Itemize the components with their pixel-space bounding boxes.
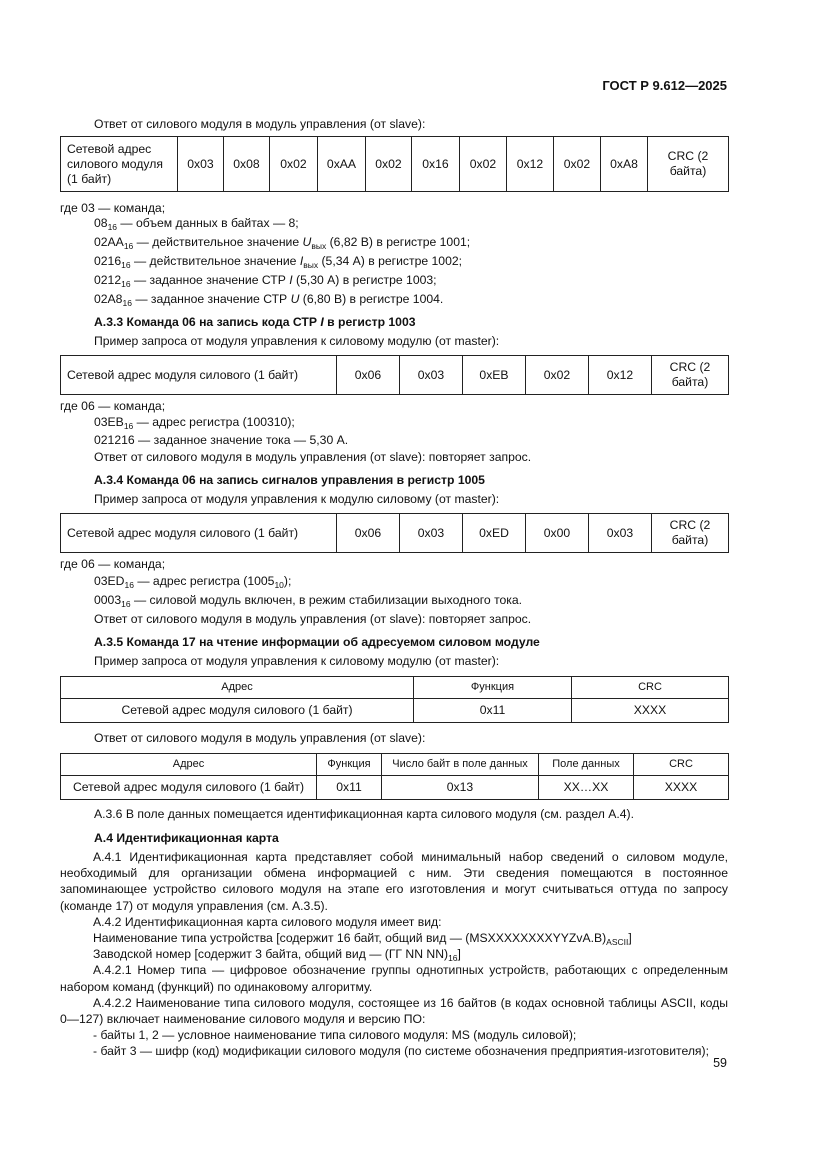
column-header: CRC xyxy=(634,754,729,776)
document-id: ГОСТ Р 9.612—2025 xyxy=(602,78,727,93)
section-heading: А.3.3 Команда 06 на запись кода СТР I в регистр 1003 xyxy=(94,315,416,329)
table-cell: 0x03 xyxy=(589,514,652,553)
page-number: 59 xyxy=(713,1056,727,1070)
table-cell: XX…XX xyxy=(539,776,634,800)
table-cell: 0x02 xyxy=(554,137,601,192)
table-cell: Сетевой адрес модуля силового (1 байт) xyxy=(61,356,337,395)
paragraph: А.4.1 Идентификационная карта представляет собой минимальный набор сведений о силовом модуле, необходимый для организации обмена информацией с ним. Эти сведения помещаются в постоянное запоминающее устройство силового модуля на этапе его изготовления и могут считываться оттуда по запросу (команде 17) от модуля управления (см. А.3.5). xyxy=(60,850,728,913)
note-line: $02AA_{16}$ — действительное значение $U_{вых}$ (6,82 В) в регистре 1001; xyxy=(94,235,471,251)
note-line: Ответ от силового модуля в модуль управления (от slave): повторяет запрос. xyxy=(94,612,532,626)
resp1-caption: Ответ от силового модуля в модуль управления (от slave): xyxy=(94,117,426,131)
table-row xyxy=(61,137,729,192)
note-line: $02A8_{16}$ — заданное значение СТР U (6,80 В) в регистре 1004. xyxy=(94,292,444,308)
table-cell: 0xA8 xyxy=(601,137,648,192)
caption: Пример запроса от модуля управления к силовому модулю (от master): xyxy=(94,654,500,668)
resp1-where: где 03 — команда; xyxy=(60,201,166,215)
note-line: $03ED_{16}$ — адрес регистра $(1005_{10})$; xyxy=(94,574,292,590)
paragraph: А.3.6 В поле данных помещается идентификационная карта силового модуля (см. раздел А.4). xyxy=(94,807,634,821)
note-line: $08_{16}$ — объем данных в байтах — 8; xyxy=(94,216,299,232)
where-line: где 06 — команда; xyxy=(60,557,166,571)
table-header-row xyxy=(61,754,729,776)
table-cell: 0x11 xyxy=(414,699,572,723)
table-cell: CRC (2 байта) xyxy=(648,137,729,192)
column-header: Адрес xyxy=(61,754,317,776)
caption: Ответ от силового модуля в модуль управления (от slave): xyxy=(94,731,426,745)
a4-body xyxy=(60,849,728,1060)
column-header: Функция xyxy=(414,677,572,699)
table-cell: 0x03 xyxy=(178,137,224,192)
table-cell: 0xEB xyxy=(463,356,526,395)
table-cell: 0x06 xyxy=(337,514,400,553)
note-line: $0003_{16}$ — силовой модуль включен, в режим стабилизации выходного тока. xyxy=(94,593,523,609)
table-cell: 0x02 xyxy=(460,137,507,192)
table-cell: 0x13 xyxy=(382,776,539,800)
table-cell: CRC (2 байта) xyxy=(652,514,729,553)
table-cell: XXXX xyxy=(634,776,729,800)
column-header: Адрес xyxy=(61,677,414,699)
table-row xyxy=(61,514,729,553)
column-header: Поле данных xyxy=(539,754,634,776)
section-heading: А.3.5 Команда 17 на чтение информации об адресуемом силовом модуле xyxy=(94,635,540,649)
table-cell: Сетевой адрес модуля силового (1 байт) xyxy=(61,514,337,553)
table-cell: 0x06 xyxy=(337,356,400,395)
table-cell: XXXX xyxy=(572,699,729,723)
column-header: Функция xyxy=(317,754,382,776)
table-header-row xyxy=(61,677,729,699)
table-cell: 0x12 xyxy=(589,356,652,395)
table-cell: 0x00 xyxy=(526,514,589,553)
table-row xyxy=(61,699,729,723)
section-heading: А.4 Идентификационная карта xyxy=(94,831,279,845)
table-cell: 0x12 xyxy=(507,137,554,192)
note-line: $0212_{16}$ — заданное значение СТР I (5,30 А) в регистре 1003; xyxy=(94,273,437,289)
list-item: - байты 1, 2 — условное наименование типа силового модуля: MS (модуль силовой); xyxy=(93,1028,577,1043)
column-header: Число байт в поле данных xyxy=(382,754,539,776)
resp1-table xyxy=(60,136,729,192)
note-line: $0216_{16}$ — действительное значение $I_{вых}$ (5,34 А) в регистре 1002; xyxy=(94,254,463,270)
table-cell: 0xAA xyxy=(318,137,366,192)
column-header: CRC xyxy=(572,677,729,699)
table-cell: CRC (2 байта) xyxy=(652,356,729,395)
paragraph: А.4.2 Идентификационная карта силового модуля имеет вид: xyxy=(93,914,442,929)
paragraph: Заводской номер [содержит 3 байта, общий вид — (ГГ NN $NN)_{16}$] xyxy=(93,947,461,964)
table-cell: 0x11 xyxy=(317,776,382,800)
note-line: Ответ от силового модуля в модуль управления (от slave): повторяет запрос. xyxy=(94,450,532,464)
table-cell: 0xED xyxy=(463,514,526,553)
table-row xyxy=(61,776,729,800)
a35-response-table xyxy=(60,753,729,800)
table-cell: 0x03 xyxy=(400,356,463,395)
table-cell: Сетевой адрес модуля силового (1 байт) xyxy=(61,776,317,800)
where-line: где 06 — команда; xyxy=(60,399,166,413)
a33-table xyxy=(60,355,729,395)
section-heading: А.3.4 Команда 06 на запись сигналов управления в регистр 1005 xyxy=(94,473,485,487)
a35-request-table xyxy=(60,676,729,723)
note-line: $03EB_{16}$ — адрес регистра (100310); xyxy=(94,415,295,431)
paragraph: А.4.2.1 Номер типа — цифровое обозначение группы однотипных устройств, работающих с определенным набором команд (функций) по одинаковому алгоритму. xyxy=(60,963,728,994)
table-cell: 0x02 xyxy=(270,137,318,192)
paragraph: Наименование типа устройства [содержит 16 байт, общий вид — $(MSXXXXXXXXYYZvA.B)_{ASCII}$] xyxy=(93,931,632,948)
caption: Пример запроса от модуля управления к силовому модулю (от master): xyxy=(94,334,500,348)
table-cell: 0x02 xyxy=(526,356,589,395)
caption: Пример запроса от модуля управления к модулю силовому (от master): xyxy=(94,492,500,506)
note-line: 021216 — заданное значение тока — 5,30 А. xyxy=(94,433,349,447)
table-cell: Сетевой адрес силового модуля (1 байт) xyxy=(61,137,178,192)
list-item: - байт 3 — шифр (код) модификации силового модуля (по системе обозначения предприятия-изготовителя); xyxy=(93,1044,709,1059)
paragraph: А.4.2.2 Наименование типа силового модуля, состоящее из 16 байтов (в кодах основной таблицы ASCII, коды 0—127) включает наименование силового модуля и версию ПО: xyxy=(60,995,728,1027)
table-cell: Сетевой адрес модуля силового (1 байт) xyxy=(61,699,414,723)
a34-table xyxy=(60,513,729,553)
table-cell: 0x16 xyxy=(412,137,460,192)
table-cell: 0x08 xyxy=(224,137,270,192)
table-row xyxy=(61,356,729,395)
table-cell: 0x02 xyxy=(366,137,412,192)
table-cell: 0x03 xyxy=(400,514,463,553)
